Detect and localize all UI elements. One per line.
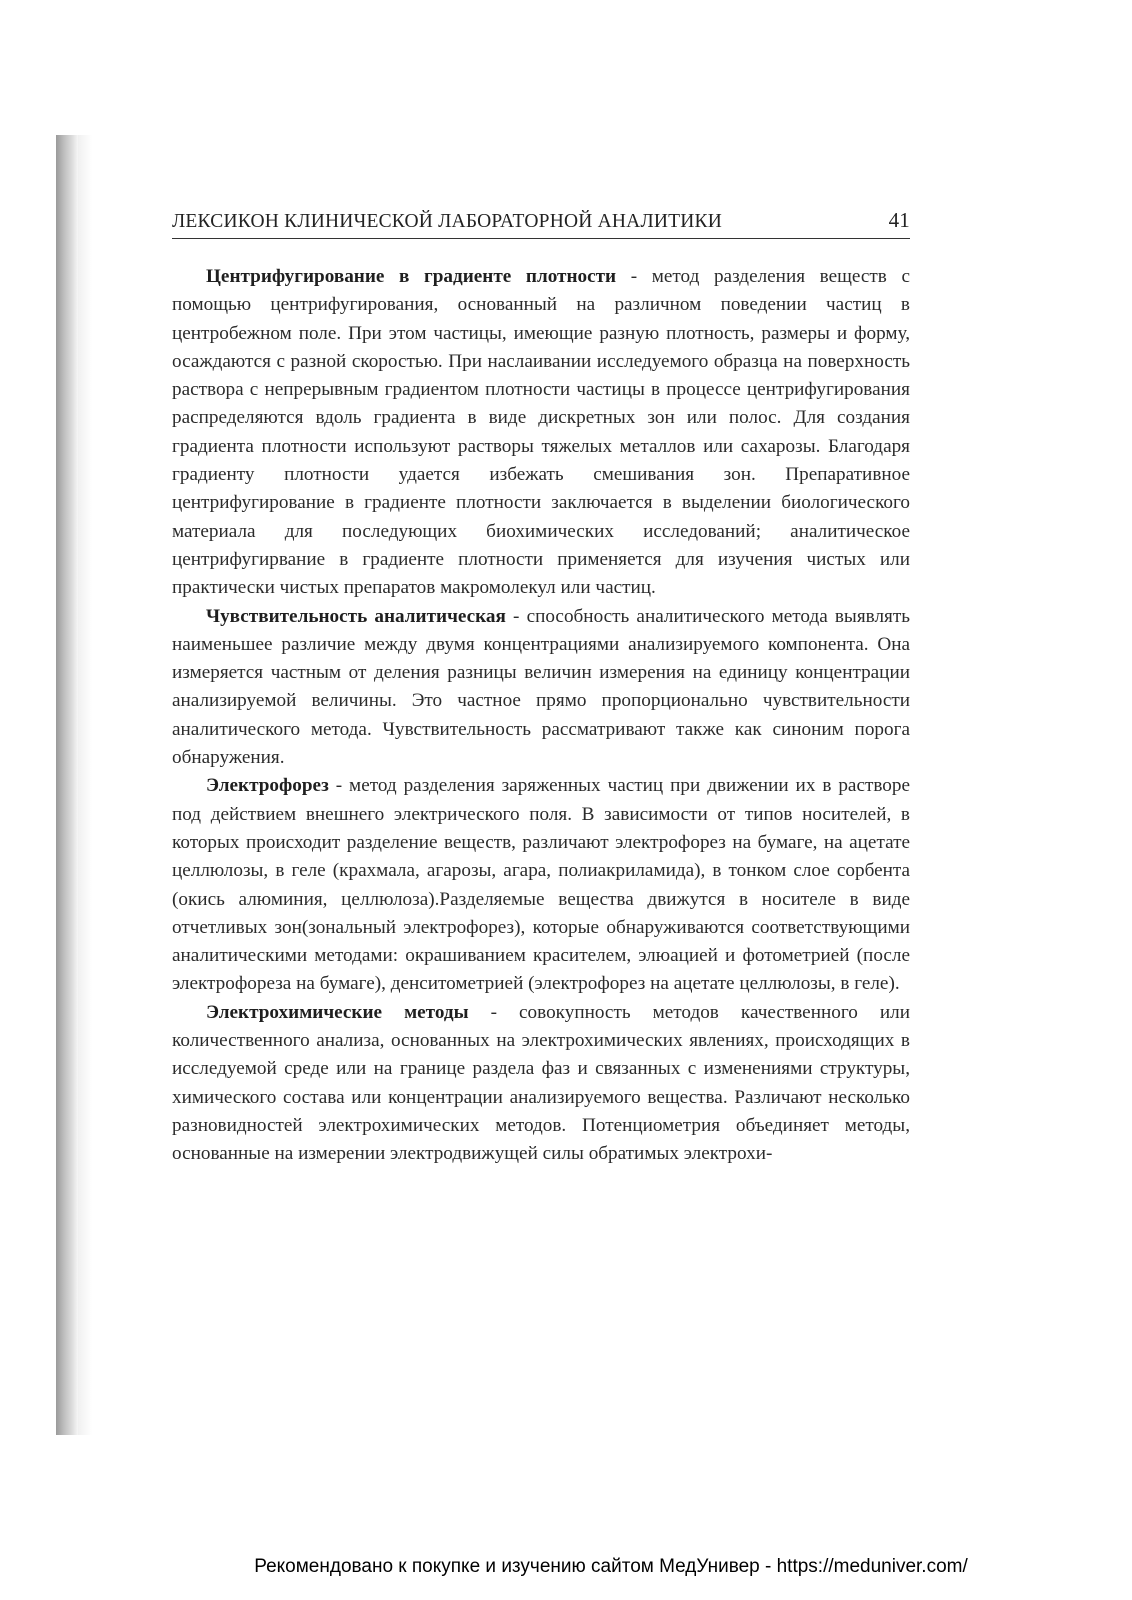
binding-shadow bbox=[56, 135, 78, 1435]
entry-term: Чувствительность аналитическая bbox=[206, 605, 506, 627]
entry-definition: - совокупность методов качественного или количественного анализа, основанных на электрохимических явлениях, происходящих в исследуемой среде или на границе раздела фаз и связанных с изменениями структуры, химического состава или концентрации анализируемого вещества. Различают несколько разновидностей электрохимических методов. Потенциометрия объединяет методы, основанные на измерении электродвижущей силы обратимых электрохи- bbox=[172, 1001, 910, 1165]
entry-definition: - метод разделения веществ с помощью центрифугирования, основанный на различном поведении частиц в центробежном поле. При этом частицы, имеющие разную плотность, размеры и форму, осаждаются с разной скоростью. При наслаивании исследуемого образца на поверхность раствора с непрерывным градиентом плотности частицы в процессе центрифугирования распределяются вдоль градиента в виде дискретных зон или полос. Для создания градиента плотности используют растворы тяжелых металлов или сахарозы. Благодаря градиенту плотности удается избежать смешивания зон. Препаративное центрифугирование в градиенте плотности заключается в выделении биологического материала для последующих биохимических исследований; аналитическое центрифугирвание в градиенте плотности применяется для изучения чистых или практически чистых препаратов макромолекул или частиц. bbox=[172, 266, 910, 599]
entry-term: Центрифугирование в градиенте плотности bbox=[206, 266, 617, 287]
running-title: ЛЕКСИКОН КЛИНИЧЕСКОЙ ЛАБОРАТОРНОЙ АНАЛИТИКИ bbox=[172, 211, 723, 232]
book-page bbox=[172, 208, 910, 1169]
entry-paragraph bbox=[172, 603, 910, 773]
entry-term: Электрофорез bbox=[206, 775, 329, 797]
page-body bbox=[172, 263, 910, 1169]
entry-definition: - метод разделения заряженных частиц при движении их в растворе под действием внешнего электрического поля. В зависимости от типов носителей, в которых происходит разделение веществ, различают электрофорез на бумаге, на ацетате целлюлозы, в геле (крахмала, агарозы, агара, полиакриламида), в тонком слое сорбента (окись алюминия, целлюлоза).Разделяемые вещества движутся в носителе в виде отчетливых зон(зональный электрофорез), которые обнаруживаются соответствующими аналитическими методами: окрашиванием красителем, элюацией и фотометрией (после электрофореза на бумаге), денситометрией (электрофорез на ацетате целлюлозы, в геле). bbox=[172, 775, 910, 995]
binding-shadow-soft bbox=[78, 135, 92, 1435]
entry-term: Электрохимические методы bbox=[206, 1001, 469, 1023]
page-number: 41 bbox=[888, 208, 910, 232]
running-header bbox=[172, 208, 910, 239]
entry-paragraph bbox=[172, 999, 910, 1169]
entry-paragraph bbox=[172, 772, 910, 998]
entry-definition: - способность аналитического метода выявлять наименьшее различие между двумя концентрациями анализируемого компонента. Она измеряется частным от деления разницы величин измерения на единицу концентрации анализируемой величины. Это частное прямо пропорционально чувствительности аналитического метода. Чувствительность рассматривают также как синоним порога обнаружения. bbox=[172, 605, 910, 769]
entry-paragraph bbox=[172, 263, 910, 603]
watermark-footer: Рекомендовано к покупке и изучению сайтом МедУнивер - https://meduniver.com/ bbox=[254, 1556, 968, 1577]
